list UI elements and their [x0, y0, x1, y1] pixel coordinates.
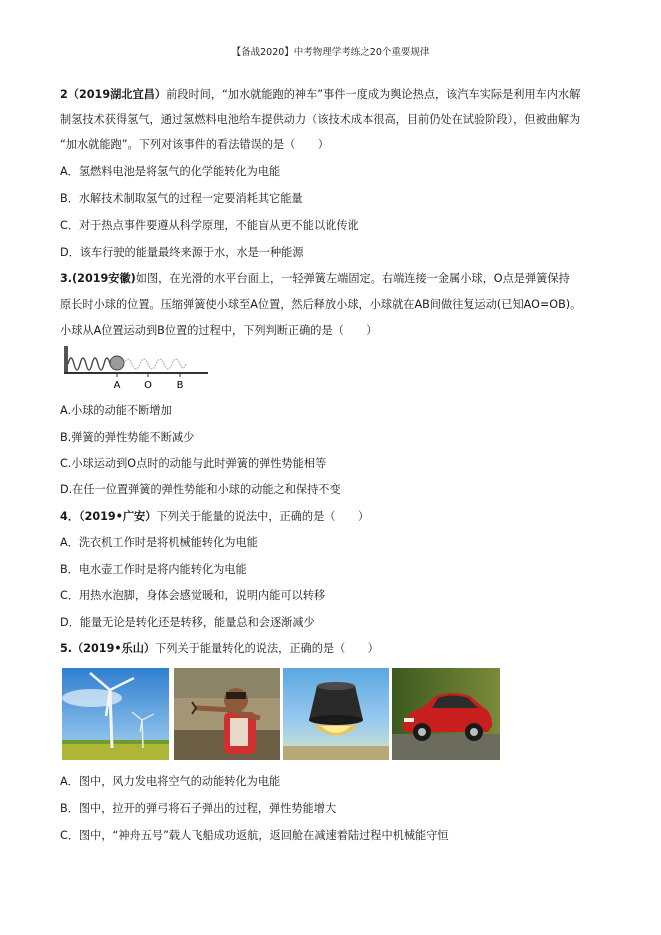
q2-stem-line2: 制氢技术获得氢气，通过氢燃料电池给车提供动力（该技术成本很高，目前仍处在试验阶段），但被曲解为 — [60, 113, 581, 126]
q3-option-d: D.在任一位置弹簧的弹性势能和小球的动能之和保持不变 — [60, 483, 341, 496]
q4-option-c: C．用热水泡脚，身体会感觉暖和，说明内能可以转移 — [60, 589, 326, 602]
label-b: B — [176, 380, 184, 391]
q3-option-a: A.小球的动能不断增加 — [60, 404, 172, 417]
q2-stem-line1 — [60, 88, 580, 102]
q2-stem-line3: “加水就能跑”。下列对该事件的看法错误的是（ ） — [60, 138, 329, 151]
fixed-wall — [64, 346, 68, 373]
metal-ball — [110, 356, 124, 370]
q3-stem-line2: 原长时小球的位置。压缩弹簧使小球至A位置，然后释放小球，小球就在AB间做往复运动(已知AO=OB)。 — [60, 298, 582, 311]
q5-stem — [60, 642, 379, 656]
q3-stem-line1 — [60, 272, 570, 286]
q4-stem — [60, 510, 369, 524]
slingshot-boy-photo — [174, 668, 280, 760]
q4-stem-text: 下列关于能量的说法中，正确的是（ ） — [156, 510, 370, 523]
q3-stem-text1: 如图，在光滑的水平台面上，一轻弹簧左端固定。右端连接一金属小球，O点是弹簧保持 — [135, 272, 570, 285]
q5-option-a: A．图中，风力发电将空气的动能转化为电能 — [60, 775, 281, 788]
q4-option-b: B．电水壶工作时是将内能转化为电能 — [60, 563, 247, 576]
q2-option-d: D．该车行驶的能量最终来源于水，水是一种能源 — [60, 246, 304, 259]
red-car-photo — [392, 668, 500, 760]
spring-figure — [62, 346, 210, 394]
wind-turbines-photo — [62, 668, 169, 760]
q2-stem-text1: 前段时间，“加水就能跑的神车”事件一度成为舆论热点，该汽车实际是利用车内水解 — [166, 88, 581, 101]
q2-option-a: A．氢燃料电池是将氢气的化学能转化为电能 — [60, 165, 281, 178]
q3-stem-line3: 小球从A位置运动到B位置的过程中，下列判断正确的是（ ） — [60, 324, 378, 337]
q3-option-b: B.弹簧的弹性势能不断减少 — [60, 431, 195, 444]
q2-option-c: C．对于热点事件要遵从科学原理，不能盲从更不能以讹传讹 — [60, 219, 359, 232]
q2-number: 2 — [60, 88, 68, 101]
q4-option-a: A．洗衣机工作时是将机械能转化为电能 — [60, 536, 258, 549]
label-o: O — [144, 380, 152, 391]
q5-option-c: C．图中，“神舟五号”载人飞船成功返航，返回舱在减速着陆过程中机械能守恒 — [60, 829, 449, 842]
q5-stem-text: 下列关于能量转化的说法，正确的是（ ） — [155, 642, 379, 655]
page-header: 【备战2020】中考物理学考练之20个重要规律 — [231, 47, 430, 58]
q4-source: （2019•广安） — [78, 510, 157, 523]
q5-number: 5. — [60, 642, 73, 655]
q4-option-d: D．能量无论是转化还是转移，能量总和会逐渐减少 — [60, 616, 315, 629]
q4-number: 4． — [60, 510, 79, 523]
extended-spring-outline — [124, 359, 186, 369]
label-a: A — [113, 380, 121, 391]
q3-number: 3. — [60, 272, 73, 285]
return-capsule-photo — [283, 668, 389, 760]
q2-option-b: B．水解技术制取氢气的过程一定要消耗其它能量 — [60, 192, 303, 205]
q5-source: （2019•乐山） — [72, 642, 156, 655]
q3-option-c: C.小球运动到O点时的动能与此时弹簧的弹性势能相等 — [60, 457, 327, 470]
compressed-spring — [68, 358, 110, 370]
q3-source: (2019安徽) — [72, 272, 136, 285]
q2-source: （2019湖北宜昌） — [67, 88, 167, 101]
q5-option-b: B．图中，拉开的弹弓将石子弹出的过程，弹性势能增大 — [60, 802, 337, 815]
